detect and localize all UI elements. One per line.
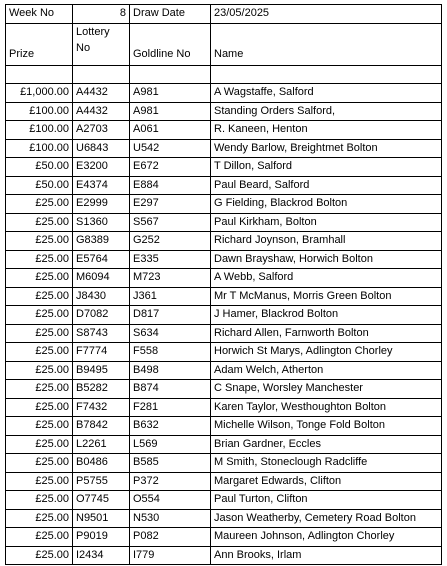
table-row xyxy=(6,121,442,140)
goldline-cell: E672 xyxy=(130,158,211,177)
table-row xyxy=(6,380,442,399)
goldline-cell: B632 xyxy=(130,417,211,436)
prize-cell: £25.00 xyxy=(6,361,73,380)
name-cell: Brian Gardner, Eccles xyxy=(211,435,442,454)
name-cell: C Snape, Worsley Manchester xyxy=(211,380,442,399)
table-row xyxy=(6,250,442,269)
name-cell: Wendy Barlow, Breightmet Bolton xyxy=(211,139,442,158)
name-cell: Ann Brooks, Irlam xyxy=(211,546,442,565)
table-row xyxy=(6,324,442,343)
blank-cell xyxy=(211,65,442,84)
name-cell: Jason Weatherby, Cemetery Road Bolton xyxy=(211,509,442,528)
prize-cell: £25.00 xyxy=(6,509,73,528)
lottery-cell: M6094 xyxy=(73,269,130,288)
name-cell: Standing Orders Salford, xyxy=(211,102,442,121)
table-row xyxy=(6,232,442,251)
lottery-cell: L2261 xyxy=(73,435,130,454)
column-header-row xyxy=(6,23,442,65)
prize-cell: £25.00 xyxy=(6,343,73,362)
prize-cell: £25.00 xyxy=(6,306,73,325)
lottery-cell: E5764 xyxy=(73,250,130,269)
column-header-prize: Prize xyxy=(6,23,73,65)
name-cell: Adam Welch, Atherton xyxy=(211,361,442,380)
prize-cell: £1,000.00 xyxy=(6,84,73,103)
table-row xyxy=(6,361,442,380)
prize-cell: £25.00 xyxy=(6,472,73,491)
lottery-cell: I2434 xyxy=(73,546,130,565)
lottery-cell: F7774 xyxy=(73,343,130,362)
prize-cell: £25.00 xyxy=(6,269,73,288)
name-cell: J Hamer, Blackrod Bolton xyxy=(211,306,442,325)
prize-cell: £25.00 xyxy=(6,250,73,269)
prize-cell: £100.00 xyxy=(6,139,73,158)
name-cell: Paul Turton, Clifton xyxy=(211,491,442,510)
week-label: Week No xyxy=(6,5,73,24)
goldline-cell: I779 xyxy=(130,546,211,565)
name-cell: Richard Allen, Farnworth Bolton xyxy=(211,324,442,343)
lottery-cell: P5755 xyxy=(73,472,130,491)
table-row xyxy=(6,398,442,417)
goldline-cell: A061 xyxy=(130,121,211,140)
table-row xyxy=(6,454,442,473)
name-cell: M Smith, Stoneclough Radcliffe xyxy=(211,454,442,473)
week-row xyxy=(6,5,442,24)
prize-cell: £25.00 xyxy=(6,546,73,565)
table-row xyxy=(6,195,442,214)
goldline-cell: A981 xyxy=(130,102,211,121)
lottery-cell: U6843 xyxy=(73,139,130,158)
goldline-cell: M723 xyxy=(130,269,211,288)
lottery-cell: D7082 xyxy=(73,306,130,325)
lottery-cell: O7745 xyxy=(73,491,130,510)
goldline-cell: A981 xyxy=(130,84,211,103)
draw-date-label: Draw Date xyxy=(130,5,211,24)
goldline-cell: U542 xyxy=(130,139,211,158)
prize-cell: £25.00 xyxy=(6,195,73,214)
name-cell: Karen Taylor, Westhoughton Bolton xyxy=(211,398,442,417)
table-row xyxy=(6,343,442,362)
name-cell: Michelle Wilson, Tonge Fold Bolton xyxy=(211,417,442,436)
table-row xyxy=(6,213,442,232)
name-cell: R. Kaneen, Henton xyxy=(211,121,442,140)
goldline-cell: L569 xyxy=(130,435,211,454)
blank-cell xyxy=(73,65,130,84)
lottery-cell: A4432 xyxy=(73,102,130,121)
lottery-cell: S1360 xyxy=(73,213,130,232)
lottery-cell: B9495 xyxy=(73,361,130,380)
table-row xyxy=(6,287,442,306)
lottery-cell: A4432 xyxy=(73,84,130,103)
prize-cell: £25.00 xyxy=(6,435,73,454)
goldline-cell: F281 xyxy=(130,398,211,417)
goldline-cell: B585 xyxy=(130,454,211,473)
table-row xyxy=(6,158,442,177)
name-cell: Dawn Brayshaw, Horwich Bolton xyxy=(211,250,442,269)
column-header-name: Name xyxy=(211,23,442,65)
table-row xyxy=(6,139,442,158)
lottery-cell: J8430 xyxy=(73,287,130,306)
prize-cell: £50.00 xyxy=(6,158,73,177)
name-cell: A Webb, Salford xyxy=(211,269,442,288)
goldline-cell: J361 xyxy=(130,287,211,306)
table-row xyxy=(6,472,442,491)
name-cell: Paul Kirkham, Bolton xyxy=(211,213,442,232)
table-row xyxy=(6,417,442,436)
lottery-cell: B5282 xyxy=(73,380,130,399)
goldline-cell: S634 xyxy=(130,324,211,343)
blank-cell xyxy=(130,65,211,84)
table-row xyxy=(6,509,442,528)
prize-cell: £100.00 xyxy=(6,102,73,121)
lottery-cell: E2999 xyxy=(73,195,130,214)
goldline-cell: G252 xyxy=(130,232,211,251)
name-cell: Maureen Johnson, Adlington Chorley xyxy=(211,528,442,547)
name-cell: Richard Joynson, Bramhall xyxy=(211,232,442,251)
table-row xyxy=(6,491,442,510)
column-header-lottery: Lottery No xyxy=(73,23,130,65)
lottery-cell: A2703 xyxy=(73,121,130,140)
prize-cell: £25.00 xyxy=(6,491,73,510)
prize-cell: £25.00 xyxy=(6,528,73,547)
draw-date-value: 23/05/2025 xyxy=(211,5,442,24)
goldline-cell: S567 xyxy=(130,213,211,232)
column-header-goldline: Goldline No xyxy=(130,23,211,65)
prize-cell: £25.00 xyxy=(6,213,73,232)
name-cell: A Wagstaffe, Salford xyxy=(211,84,442,103)
lottery-cell: N9501 xyxy=(73,509,130,528)
prize-cell: £100.00 xyxy=(6,121,73,140)
table-row xyxy=(6,435,442,454)
lottery-cell: E4374 xyxy=(73,176,130,195)
goldline-cell: B874 xyxy=(130,380,211,399)
lottery-cell: P9019 xyxy=(73,528,130,547)
blank-row xyxy=(6,65,442,84)
goldline-cell: N530 xyxy=(130,509,211,528)
goldline-cell: P082 xyxy=(130,528,211,547)
lottery-cell: B7842 xyxy=(73,417,130,436)
goldline-cell: E884 xyxy=(130,176,211,195)
lottery-cell: B0486 xyxy=(73,454,130,473)
prize-cell: £25.00 xyxy=(6,324,73,343)
table-row xyxy=(6,528,442,547)
table-row xyxy=(6,269,442,288)
name-cell: Mr T McManus, Morris Green Bolton xyxy=(211,287,442,306)
prize-cell: £25.00 xyxy=(6,398,73,417)
table-row xyxy=(6,176,442,195)
goldline-cell: E335 xyxy=(130,250,211,269)
table-row xyxy=(6,84,442,103)
goldline-cell: O554 xyxy=(130,491,211,510)
name-cell: T Dillon, Salford xyxy=(211,158,442,177)
prize-cell: £25.00 xyxy=(6,287,73,306)
prize-cell: £50.00 xyxy=(6,176,73,195)
name-cell: Horwich St Marys, Adlington Chorley xyxy=(211,343,442,362)
prize-cell: £25.00 xyxy=(6,380,73,399)
goldline-cell: E297 xyxy=(130,195,211,214)
goldline-cell: P372 xyxy=(130,472,211,491)
goldline-cell: F558 xyxy=(130,343,211,362)
lottery-cell: E3200 xyxy=(73,158,130,177)
name-cell: Margaret Edwards, Clifton xyxy=(211,472,442,491)
goldline-cell: B498 xyxy=(130,361,211,380)
name-cell: Paul Beard, Salford xyxy=(211,176,442,195)
prize-cell: £25.00 xyxy=(6,417,73,436)
lottery-cell: G8389 xyxy=(73,232,130,251)
table-row xyxy=(6,546,442,565)
week-value: 8 xyxy=(73,5,130,24)
prize-cell: £25.00 xyxy=(6,454,73,473)
blank-cell xyxy=(6,65,73,84)
goldline-cell: D817 xyxy=(130,306,211,325)
name-cell: G Fielding, Blackrod Bolton xyxy=(211,195,442,214)
results-table xyxy=(5,4,442,565)
lottery-cell: S8743 xyxy=(73,324,130,343)
lottery-cell: F7432 xyxy=(73,398,130,417)
table-row xyxy=(6,306,442,325)
prize-cell: £25.00 xyxy=(6,232,73,251)
table-row xyxy=(6,102,442,121)
